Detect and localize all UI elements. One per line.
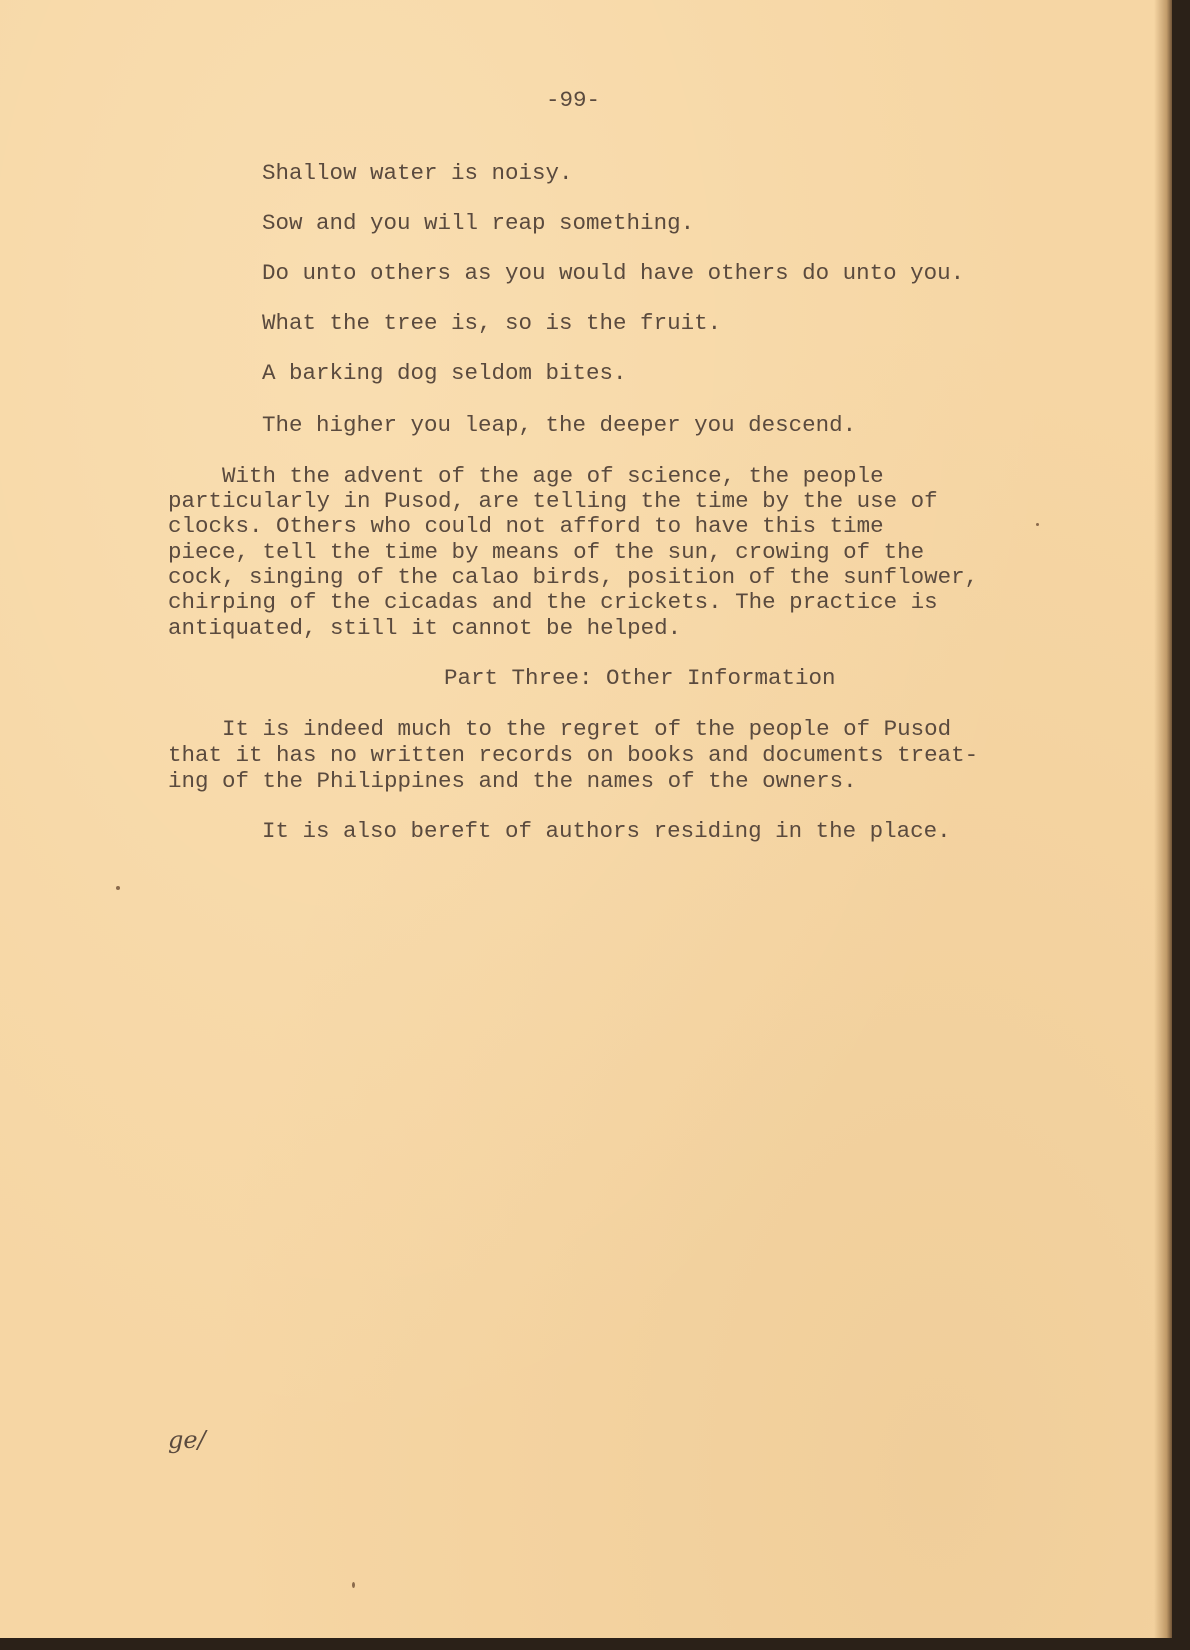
paragraph-line: chirping of the cicadas and the crickets. The practice is	[168, 589, 938, 615]
paper-speck	[1036, 523, 1039, 526]
paragraph-line: ing of the Philippines and the names of the owners.	[168, 768, 857, 794]
paragraph-line: piece, tell the time by means of the sun, crowing of the	[168, 539, 925, 565]
proverb-line: What the tree is, so is the fruit.	[262, 310, 722, 336]
proverb-line: Shallow water is noisy.	[262, 160, 573, 186]
section-heading: Part Three: Other Information	[444, 665, 836, 691]
paragraph-line: particularly in Pusod, are telling the time by the use of	[168, 488, 938, 514]
page-number: -99-	[546, 87, 601, 113]
proverb-line: Sow and you will reap something.	[262, 210, 695, 236]
page-edge-shadow	[1154, 0, 1172, 1638]
paragraph-line: With the advent of the age of science, the people	[168, 463, 884, 489]
proverb-line: Do unto others as you would have others do unto you.	[262, 260, 965, 286]
paragraph-line: clocks. Others who could not afford to have this time	[168, 513, 884, 539]
proverb-line: The higher you leap, the deeper you descend.	[262, 412, 857, 438]
paragraph-line: antiquated, still it cannot be helped.	[168, 615, 682, 641]
paragraph-line: It is indeed much to the regret of the people of Pusod	[168, 716, 952, 742]
proverb-line: A barking dog seldom bites.	[262, 360, 627, 386]
paragraph-line: cock, singing of the calao birds, position of the sunflower,	[168, 564, 979, 590]
paragraph-line: that it has no written records on books and documents treat-	[168, 742, 979, 768]
typist-initials: ge/	[168, 1426, 206, 1454]
paper-speck	[352, 1582, 355, 1588]
closing-line: It is also bereft of authors residing in the place.	[262, 818, 951, 844]
paper-speck	[116, 886, 120, 890]
